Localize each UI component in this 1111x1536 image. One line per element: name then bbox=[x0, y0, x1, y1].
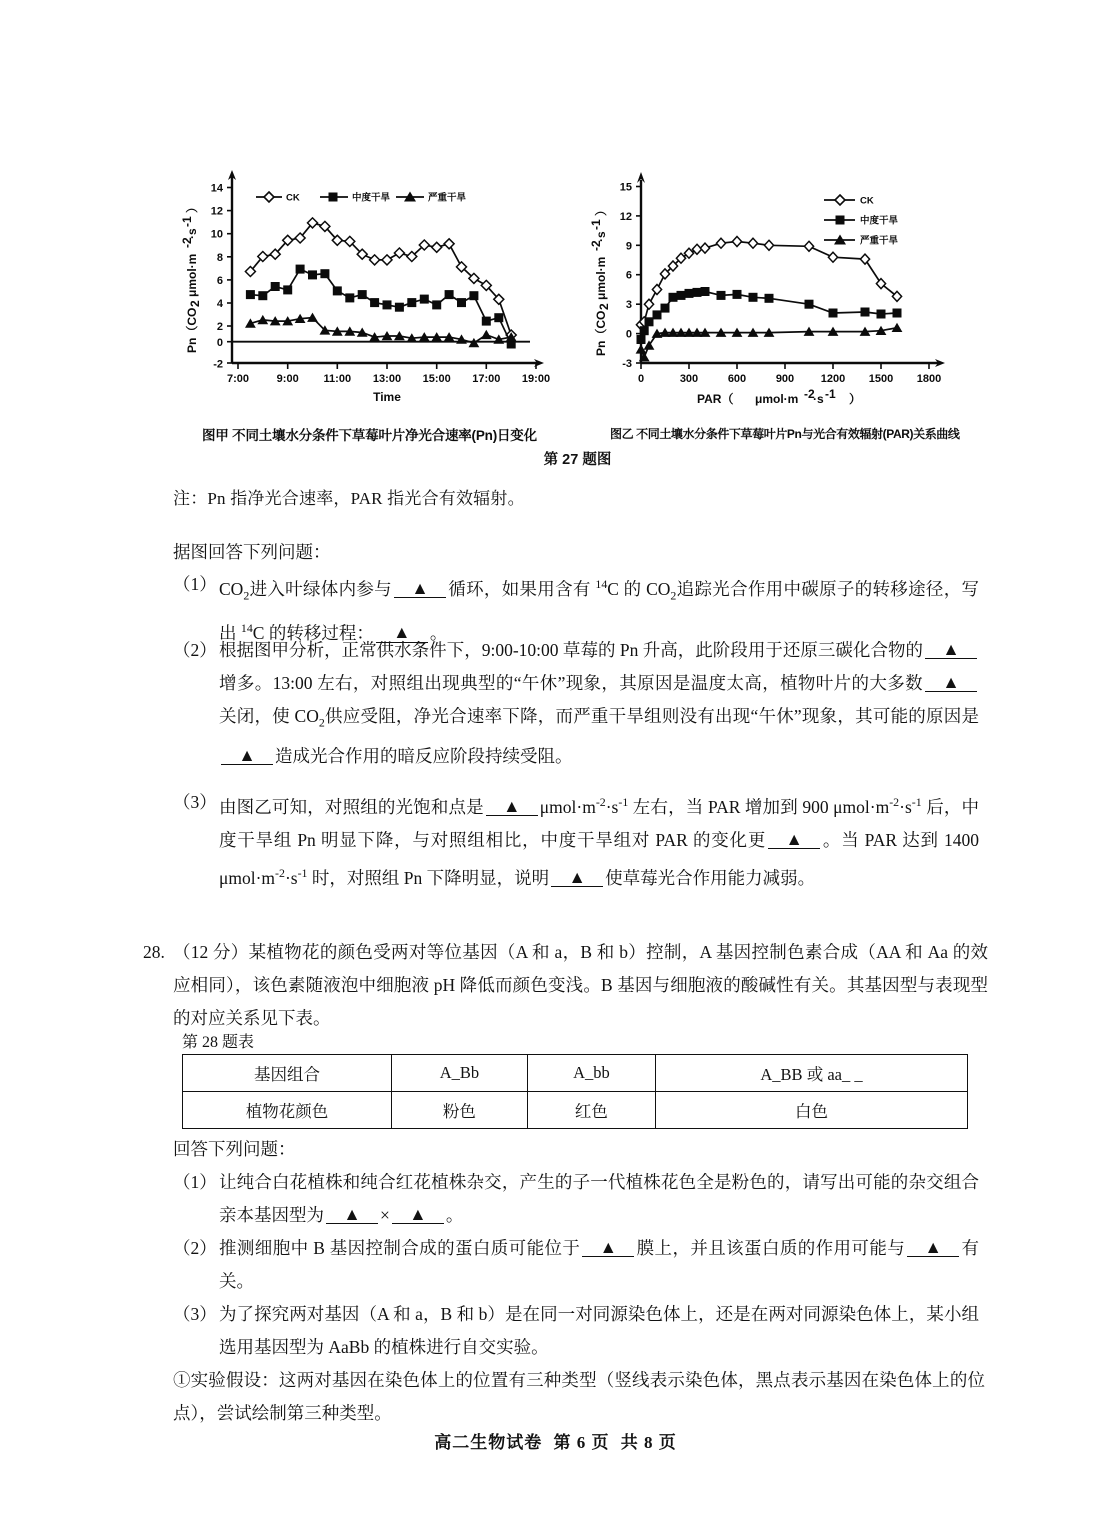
svg-text:μmol·m: μmol·m bbox=[185, 253, 199, 297]
inline-text: 。当 PAR 达到 1400 μmol·m bbox=[219, 829, 980, 888]
q28-item-2-label: （2） bbox=[173, 1238, 217, 1258]
q28-stem bbox=[143, 936, 988, 1035]
svg-text:0: 0 bbox=[637, 373, 645, 385]
table-cell: A_Bb bbox=[392, 1055, 528, 1092]
inline-text: 根据图甲分析，正常供水条件下，9:00-10:00 草莓的 Pn 升高，此阶段用于还原三碳化合物的 bbox=[219, 640, 923, 660]
svg-text:·s: ·s bbox=[185, 228, 199, 239]
answer-blank[interactable]: ▲ bbox=[376, 623, 428, 642]
q28-answer-intro: 回答下列问题： bbox=[173, 1139, 296, 1159]
figure-caption-jia: 图甲 不同土壤水分条件下草莓叶片净光合速率(Pn)日变化 bbox=[202, 428, 537, 443]
inline-text: 追踪光合作用中碳原子的转移途径，写出 bbox=[219, 578, 980, 644]
footer-page: 第 6 页 bbox=[553, 1433, 610, 1452]
svg-text:8: 8 bbox=[216, 251, 223, 264]
table-cell: 白色 bbox=[655, 1092, 967, 1129]
figure-note: 注：Pn 指净光合速率，PAR 指光合有效辐射。 bbox=[173, 489, 525, 508]
q28-item-3-label: （3） bbox=[173, 1304, 217, 1324]
inline-text: 。 bbox=[429, 623, 448, 644]
chart-jia-xlabel: Time bbox=[373, 390, 401, 404]
chart-yi-ylabel bbox=[589, 204, 611, 356]
inline-text: CO bbox=[219, 578, 244, 599]
superscript: -2 bbox=[595, 795, 606, 809]
q27-item-2 bbox=[173, 634, 985, 773]
superscript: 14 bbox=[595, 577, 608, 591]
inline-text: 循环，如果用含有 bbox=[447, 578, 596, 599]
svg-text:）: ） bbox=[594, 203, 608, 216]
page-footer bbox=[0, 1428, 1111, 1453]
inline-text: C 的 CO bbox=[607, 578, 671, 599]
subscript: 2 bbox=[318, 715, 325, 730]
inline-text: × bbox=[380, 1205, 390, 1225]
svg-text:μmol·m: μmol·m bbox=[755, 392, 799, 406]
svg-text:1800: 1800 bbox=[916, 373, 942, 385]
svg-text:PAR（: PAR（ bbox=[697, 392, 734, 406]
answer-blank[interactable]: ▲ bbox=[551, 868, 603, 887]
svg-text:）: ） bbox=[849, 392, 862, 406]
svg-text:·s: ·s bbox=[594, 231, 608, 242]
svg-text:0: 0 bbox=[216, 337, 223, 349]
q28-table-label: 第 28 题表 bbox=[182, 1034, 255, 1051]
svg-text:-1: -1 bbox=[180, 216, 194, 227]
inline-text: ·s bbox=[899, 796, 912, 817]
chart-jia-svg bbox=[170, 158, 565, 420]
answer-blank[interactable]: ▲ bbox=[392, 1205, 444, 1224]
inline-text: 让纯合白花植株和纯合红花植株杂交，产生的子一代植株花色全是粉色的，请写出可能的杂交组合亲本基因型为 bbox=[219, 1172, 979, 1225]
svg-text:Pn（CO: Pn（CO bbox=[185, 307, 199, 353]
q27-item-2-body bbox=[219, 634, 979, 773]
answer-blank[interactable]: ▲ bbox=[768, 830, 820, 849]
q28-item-3 bbox=[173, 1298, 985, 1364]
inline-text: μmol·m bbox=[539, 796, 596, 817]
answer-blank[interactable]: ▲ bbox=[907, 1238, 959, 1257]
inline-text: 增多。13:00 左右，对照组出现典型的“午休”现象，其原因是温度太高，植物叶片的大多数 bbox=[219, 673, 923, 693]
inline-text: 造成光合作用的暗反应阶段持续受阻。 bbox=[275, 745, 573, 766]
svg-text:4: 4 bbox=[216, 298, 223, 310]
inline-text: 左右，当 PAR 增加到 900 μmol·m bbox=[628, 796, 890, 817]
chart-yi-series-severe bbox=[636, 323, 903, 362]
inline-text: 供应受阻，净光合速率下降，而严重干旱组则没有出现“午休”现象，其可能的原因是 bbox=[324, 706, 979, 726]
svg-text:6: 6 bbox=[216, 274, 223, 287]
q28-item-2 bbox=[173, 1232, 985, 1298]
svg-text:CK: CK bbox=[860, 195, 874, 207]
q28-number: 28. bbox=[143, 942, 165, 962]
svg-text:17:00: 17:00 bbox=[472, 373, 501, 385]
table-row-header: 植物花颜色 bbox=[183, 1092, 392, 1129]
q27-intro: 据图回答下列问题： bbox=[173, 542, 331, 562]
svg-text:-2: -2 bbox=[213, 358, 223, 371]
svg-text:-2: -2 bbox=[804, 387, 815, 401]
q27-item-3-label: （3） bbox=[173, 792, 217, 812]
answer-blank[interactable]: ▲ bbox=[925, 640, 977, 659]
footer-total: 共 8 页 bbox=[620, 1433, 677, 1452]
q28-item-2-body bbox=[219, 1232, 979, 1298]
svg-text:严重干旱: 严重干旱 bbox=[860, 235, 899, 247]
figure-caption-yi: 图乙 不同土壤水分条件下草莓叶片Pn与光合有效辐射(PAR)关系曲线 bbox=[610, 427, 960, 441]
svg-text:12: 12 bbox=[619, 210, 632, 223]
chart-yi-xlabel bbox=[697, 387, 861, 406]
figure-number: 第 27 题图 bbox=[543, 452, 612, 468]
inline-text: C 的转移过程： bbox=[252, 623, 374, 644]
svg-text:900: 900 bbox=[775, 373, 795, 385]
svg-text:9: 9 bbox=[625, 240, 632, 253]
inline-text: ·s bbox=[605, 796, 619, 817]
svg-text:10: 10 bbox=[210, 228, 223, 241]
svg-text:3: 3 bbox=[625, 299, 632, 312]
inline-text: 为了探究两对基因（A 和 a，B 和 b）是在同一对同源染色体上，还是在两对同源染色体上，某小组选用基因型为 AaBb 的植株进行自交实验。 bbox=[219, 1304, 979, 1357]
svg-text:300: 300 bbox=[679, 373, 699, 385]
svg-text:-2: -2 bbox=[589, 240, 603, 251]
svg-text:中度干旱: 中度干旱 bbox=[352, 192, 391, 204]
subscript: 2 bbox=[670, 588, 677, 603]
svg-text:）: ） bbox=[185, 200, 199, 213]
svg-text:1200: 1200 bbox=[820, 373, 846, 385]
subscript: 2 bbox=[243, 588, 250, 603]
svg-text:2: 2 bbox=[597, 303, 611, 310]
superscript: -1 bbox=[911, 795, 922, 809]
q27-item-1-label: （1） bbox=[173, 574, 217, 594]
svg-text:600: 600 bbox=[727, 373, 747, 385]
table-cell: A_BB 或 aa_ _ bbox=[655, 1055, 967, 1092]
inline-text: 后，中度干旱组 Pn 明显下降，与对照组相比，中度干旱组对 PAR 的变化更 bbox=[219, 796, 980, 850]
superscript: -2 bbox=[889, 795, 900, 809]
table-row bbox=[183, 1055, 968, 1092]
q28-genotype-table bbox=[182, 1054, 968, 1129]
svg-text:19:00: 19:00 bbox=[521, 373, 551, 385]
svg-text:13:00: 13:00 bbox=[372, 373, 402, 385]
svg-text:Pn（CO: Pn（CO bbox=[594, 310, 608, 356]
q28-item-1-body bbox=[219, 1166, 979, 1232]
svg-text:-3: -3 bbox=[622, 358, 632, 370]
inline-text: ·s bbox=[284, 867, 298, 888]
svg-text:0: 0 bbox=[625, 328, 632, 341]
svg-text:11:00: 11:00 bbox=[323, 373, 352, 385]
svg-text:-1: -1 bbox=[825, 387, 836, 401]
svg-text:1500: 1500 bbox=[868, 373, 894, 385]
svg-text:-1: -1 bbox=[589, 219, 603, 230]
inline-text: 由图乙可知，对照组的光饱和点是 bbox=[219, 796, 484, 817]
inline-text: 使草莓光合作用能力减弱。 bbox=[605, 867, 816, 888]
inline-text: 推测细胞中 B 基因控制合成的蛋白质可能位于 bbox=[219, 1238, 581, 1258]
inline-text: 进入叶绿体内参与 bbox=[249, 578, 392, 599]
svg-text:2: 2 bbox=[216, 321, 223, 333]
figure-captions bbox=[170, 424, 985, 446]
inline-text: 有关。 bbox=[219, 1238, 980, 1291]
answer-blank[interactable]: ▲ bbox=[925, 673, 977, 692]
svg-text:15:00: 15:00 bbox=[422, 373, 451, 385]
svg-text:-2: -2 bbox=[180, 237, 194, 248]
svg-text:严重干旱: 严重干旱 bbox=[428, 192, 467, 204]
q28-sub-item-1: ①实验假设：这两对基因在染色体上的位置有三种类型（竖线表示染色体，黑点表示基因在染色体上的位点），尝试绘制第三种类型。 bbox=[173, 1370, 985, 1423]
answer-blank[interactable]: ▲ bbox=[582, 1238, 634, 1257]
table-cell: 粉色 bbox=[392, 1092, 528, 1129]
svg-text:15: 15 bbox=[619, 181, 632, 194]
inline-text: 时，对照组 Pn 下降明显，说明 bbox=[307, 867, 550, 888]
inline-text: 关闭，使 CO bbox=[219, 706, 319, 726]
superscript: -2 bbox=[275, 865, 285, 880]
chart-jia-legend bbox=[256, 192, 467, 204]
svg-text:14: 14 bbox=[210, 182, 223, 195]
q28-item-3-body bbox=[219, 1298, 979, 1364]
chart-jia-ylabel bbox=[180, 201, 202, 353]
answer-blank[interactable]: ▲ bbox=[394, 579, 446, 598]
table-row-header: 基因组合 bbox=[183, 1055, 392, 1092]
svg-text:CK: CK bbox=[286, 192, 300, 204]
answer-blank[interactable]: ▲ bbox=[486, 797, 538, 816]
svg-text:·s: ·s bbox=[813, 392, 824, 406]
answer-blank[interactable]: ▲ bbox=[326, 1205, 378, 1224]
chart-yi bbox=[579, 158, 974, 420]
svg-text:12: 12 bbox=[210, 205, 223, 218]
svg-text:中度干旱: 中度干旱 bbox=[860, 215, 899, 227]
svg-text:2: 2 bbox=[188, 300, 202, 307]
q27-item-3-body bbox=[219, 786, 979, 895]
superscript: -1 bbox=[297, 865, 308, 880]
superscript: -1 bbox=[618, 795, 629, 809]
q28-item-1-label: （1） bbox=[173, 1172, 217, 1192]
svg-text:7:00: 7:00 bbox=[226, 373, 250, 385]
inline-text: 。 bbox=[445, 1205, 464, 1225]
superscript: 14 bbox=[240, 621, 253, 636]
svg-text:9:00: 9:00 bbox=[276, 373, 299, 385]
q28-item-1 bbox=[173, 1166, 985, 1232]
table-cell: A_bb bbox=[527, 1055, 655, 1092]
footer-subject: 高二生物试卷 bbox=[434, 1433, 543, 1452]
q27-item-2-label: （2） bbox=[173, 640, 217, 660]
svg-text:μmol·m: μmol·m bbox=[594, 256, 608, 300]
svg-text:6: 6 bbox=[625, 269, 632, 282]
chart-jia bbox=[170, 158, 565, 420]
q27-item-3 bbox=[173, 786, 985, 895]
table-row bbox=[183, 1092, 968, 1129]
inline-text: 膜上，并且该蛋白质的作用可能与 bbox=[636, 1238, 906, 1258]
chart-yi-legend bbox=[824, 195, 899, 247]
figure-group bbox=[170, 158, 980, 420]
table-cell: 红色 bbox=[527, 1092, 655, 1129]
chart-yi-svg bbox=[579, 158, 974, 420]
q28-stem-text: （12 分）某植物花的颜色受两对等位基因（A 和 a，B 和 b）控制，A 基因控制色素合成（AA 和 Aa 的效应相同），该色素随液泡中细胞液 pH 降低而颜色变浅。B 基因与细胞液的酸碱性有关。其基因型与表现型的对应关系见下表。 bbox=[173, 942, 988, 1028]
answer-blank[interactable]: ▲ bbox=[221, 746, 273, 765]
